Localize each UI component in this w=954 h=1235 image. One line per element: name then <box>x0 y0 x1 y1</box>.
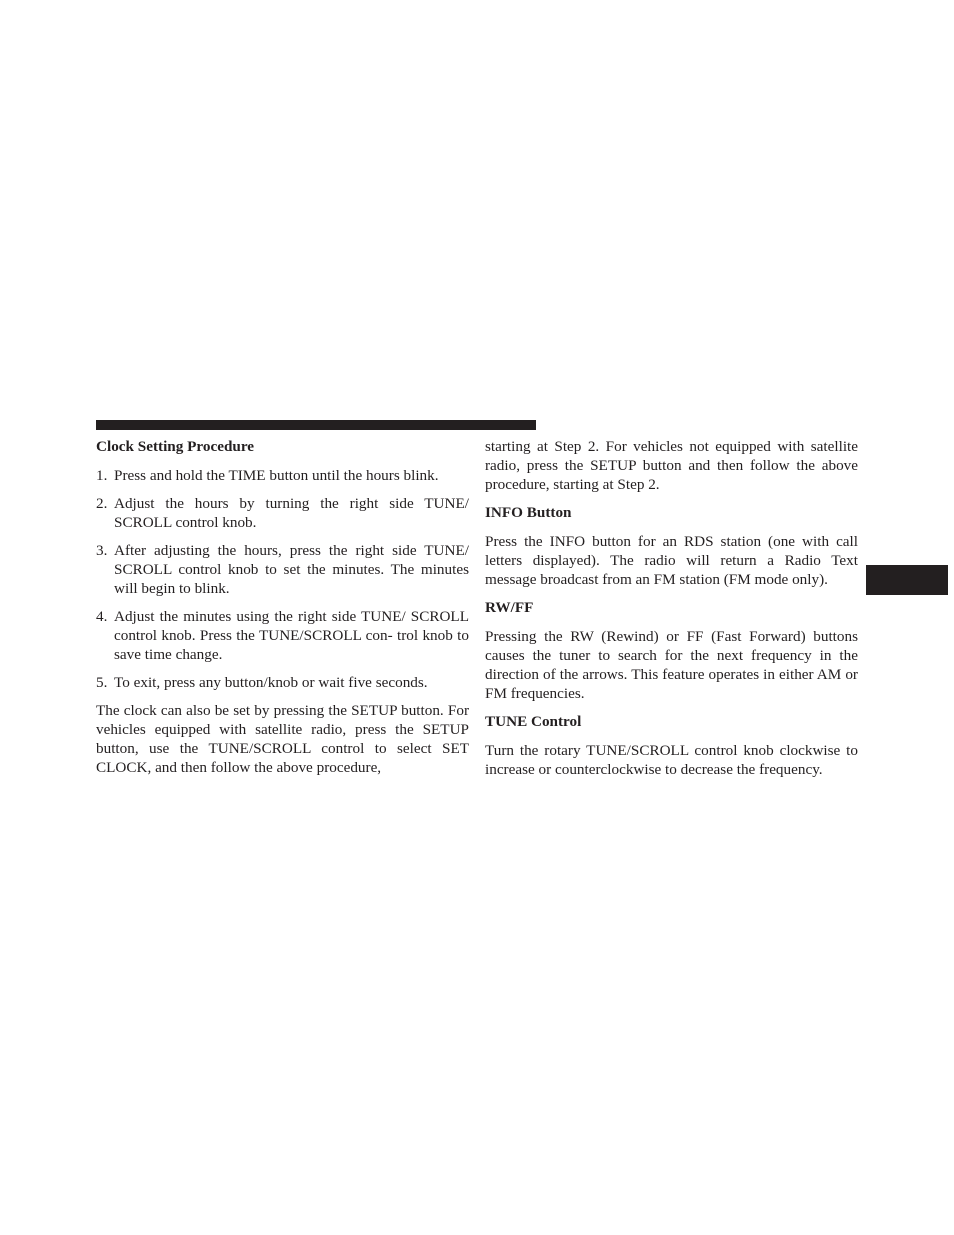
info-button-heading: INFO Button <box>485 504 572 521</box>
step-text: To exit, press any button/knob or wait five seconds. <box>114 674 428 691</box>
tune-control-heading: TUNE Control <box>485 713 582 730</box>
tune-control-paragraph: Turn the rotary TUNE/SCROLL control knob clockwise to increase or counterclockwise to decrease the frequency. <box>485 742 858 778</box>
step-text: After adjusting the hours, press the right side TUNE/ SCROLL control knob to set the minutes. The minutes will begin to blink. <box>114 542 469 597</box>
rw-ff-paragraph: Pressing the RW (Rewind) or FF (Fast Forward) buttons causes the tuner to search for the next frequency in the direction of the arrows. This feature operates in either AM or FM frequencies. <box>485 628 858 702</box>
right-column <box>485 437 858 788</box>
step-number: 5. <box>96 674 108 691</box>
clock-setting-steps <box>96 466 469 692</box>
section-top-rule <box>96 420 536 430</box>
step-number: 3. <box>96 542 108 559</box>
step-number: 4. <box>96 608 108 625</box>
step-number: 2. <box>96 495 108 512</box>
chapter-thumb-tab <box>866 565 948 595</box>
step-5 <box>96 673 469 692</box>
step-text: Press and hold the TIME button until the hours blink. <box>114 467 439 484</box>
info-button-paragraph: Press the INFO button for an RDS station (one with call letters displayed). The radio will return a Radio Text message broadcast from an FM station (FM mode only). <box>485 533 858 588</box>
clock-setting-heading: Clock Setting Procedure <box>96 438 255 455</box>
step-number: 1. <box>96 467 108 484</box>
left-column <box>96 437 469 786</box>
step-text: Adjust the hours by turning the right side TUNE/ SCROLL control knob. <box>114 495 469 531</box>
step-2 <box>96 494 469 532</box>
step-1 <box>96 466 469 485</box>
step-text: Adjust the minutes using the right side TUNE/ SCROLL control knob. Press the TUNE/SCROLL con- trol knob to save time change. <box>114 608 469 663</box>
step-4 <box>96 607 469 664</box>
rw-ff-heading: RW/FF <box>485 599 534 616</box>
setup-continuation-paragraph: starting at Step 2. For vehicles not equipped with satellite radio, press the SETUP button and then follow the above procedure, starting at Step 2. <box>485 438 858 493</box>
setup-clock-paragraph: The clock can also be set by pressing the SETUP button. For vehicles equipped with satellite radio, press the SETUP button, use the TUNE/SCROLL control to select SET CLOCK, and then follow the above procedure, <box>96 702 469 776</box>
step-3 <box>96 541 469 598</box>
